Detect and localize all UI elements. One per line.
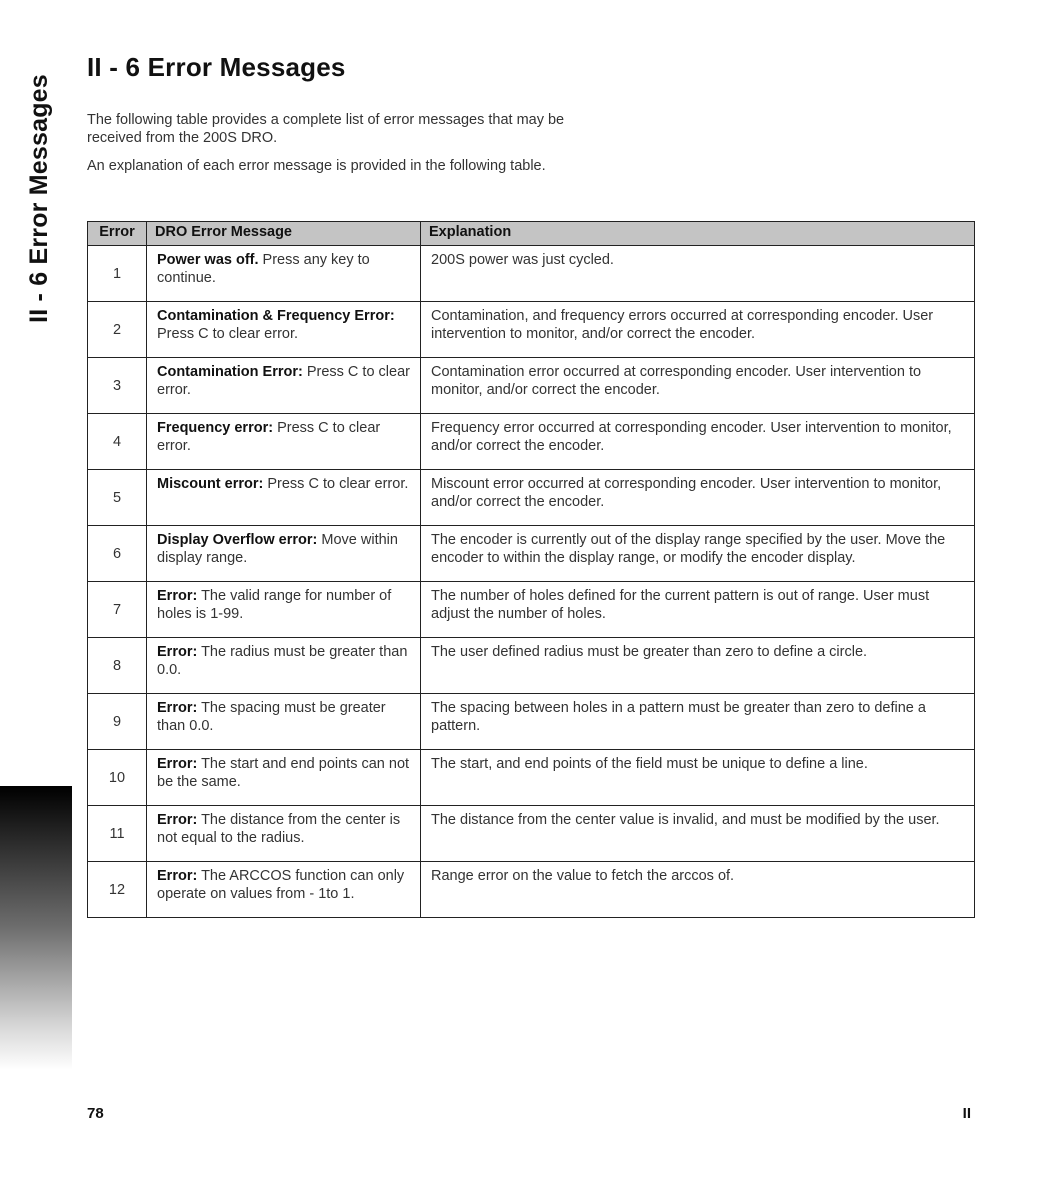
error-messages-table xyxy=(87,221,975,918)
error-message xyxy=(147,470,421,526)
error-message-instruction: Press C to clear error. xyxy=(157,326,299,342)
table-body xyxy=(88,246,975,918)
error-message-title: Contamination Error: xyxy=(157,364,303,380)
error-number: 4 xyxy=(88,414,147,470)
table-row xyxy=(88,302,975,358)
error-message-instruction: The distance from the center is not equal to the radius. xyxy=(157,812,401,846)
error-number: 6 xyxy=(88,526,147,582)
error-number: 2 xyxy=(88,302,147,358)
error-explanation: The start, and end points of the field must be unique to define a line. xyxy=(421,750,975,806)
error-message xyxy=(147,638,421,694)
table-row xyxy=(88,414,975,470)
error-explanation: Miscount error occurred at corresponding encoder. User intervention to monitor, and/or correct the encoder. xyxy=(421,470,975,526)
chapter-label: II xyxy=(962,1105,971,1122)
error-message-title: Contamination & Frequency Error: xyxy=(157,308,395,324)
error-message xyxy=(147,302,421,358)
error-message xyxy=(147,862,421,918)
error-explanation: Contamination, and frequency errors occurred at corresponding encoder. User intervention to monitor, and/or correct the encoder. xyxy=(421,302,975,358)
error-message-instruction: The start and end points can not be the same. xyxy=(157,756,410,790)
error-explanation: Frequency error occurred at corresponding encoder. User intervention to monitor, and/or correct the encoder. xyxy=(421,414,975,470)
error-message-instruction: The radius must be greater than 0.0. xyxy=(157,644,408,678)
error-number: 12 xyxy=(88,862,147,918)
error-number: 7 xyxy=(88,582,147,638)
error-message-instruction: The spacing must be greater than 0.0. xyxy=(157,700,386,734)
error-message-instruction: Press any key to continue. xyxy=(157,252,370,286)
error-message-instruction: Press C to clear error. xyxy=(157,420,381,454)
page-title: II - 6 Error Messages xyxy=(87,52,346,82)
error-message xyxy=(147,750,421,806)
error-message xyxy=(147,806,421,862)
side-chapter-tab xyxy=(24,60,54,336)
side-chapter-title: II - 6 Error Messages xyxy=(24,73,53,323)
error-number: 8 xyxy=(88,638,147,694)
error-number: 1 xyxy=(88,246,147,302)
error-number: 3 xyxy=(88,358,147,414)
table-row xyxy=(88,358,975,414)
error-message xyxy=(147,358,421,414)
error-message-title: Error: xyxy=(157,812,198,828)
table-row xyxy=(88,582,975,638)
error-message xyxy=(147,246,421,302)
error-message-instruction: The ARCCOS function can only operate on values from - 1to 1. xyxy=(157,868,405,902)
error-message-instruction: Move within display range. xyxy=(157,532,398,566)
error-message-title: Error: xyxy=(157,756,198,772)
error-explanation: The encoder is currently out of the display range specified by the user. Move the encoder to within the display range, or modify the encoder display. xyxy=(421,526,975,582)
column-header-explanation: Explanation xyxy=(421,222,975,246)
error-message xyxy=(147,582,421,638)
error-message-title: Frequency error: xyxy=(157,420,274,436)
error-number: 11 xyxy=(88,806,147,862)
error-message-instruction: The valid range for number of holes is 1-99. xyxy=(157,588,392,622)
error-number: 5 xyxy=(88,470,147,526)
intro-paragraph-1: The following table provides a complete list of error messages that may be received from the 200S DRO. xyxy=(87,112,565,146)
column-header-message: DRO Error Message xyxy=(147,222,421,246)
error-message-title: Display Overflow error: xyxy=(157,532,318,548)
error-explanation: The distance from the center value is invalid, and must be modified by the user. xyxy=(421,806,975,862)
side-gradient-bar xyxy=(0,786,72,1070)
table-row xyxy=(88,694,975,750)
table-row xyxy=(88,750,975,806)
intro-paragraph-2: An explanation of each error message is provided in the following table. xyxy=(87,158,546,174)
table-row xyxy=(88,638,975,694)
error-message-title: Error: xyxy=(157,644,198,660)
error-message-title: Error: xyxy=(157,700,198,716)
error-number: 10 xyxy=(88,750,147,806)
error-message-instruction: Press C to clear error. xyxy=(157,364,410,398)
column-header-error: Error xyxy=(88,222,147,246)
table-row xyxy=(88,246,975,302)
table-header-row xyxy=(88,222,975,246)
error-explanation: The spacing between holes in a pattern must be greater than zero to define a pattern. xyxy=(421,694,975,750)
table-row xyxy=(88,862,975,918)
error-message-instruction: Press C to clear error. xyxy=(263,476,409,492)
error-message-title: Miscount error: xyxy=(157,476,264,492)
table-row xyxy=(88,470,975,526)
error-message xyxy=(147,414,421,470)
page-number: 78 xyxy=(87,1105,104,1122)
error-explanation: The user defined radius must be greater than zero to define a circle. xyxy=(421,638,975,694)
error-explanation: Contamination error occurred at corresponding encoder. User intervention to monitor, and/or correct the encoder. xyxy=(421,358,975,414)
error-message xyxy=(147,694,421,750)
table-row xyxy=(88,806,975,862)
table-row xyxy=(88,526,975,582)
error-message-title: Power was off. xyxy=(157,252,259,268)
error-explanation: Range error on the value to fetch the arccos of. xyxy=(421,862,975,918)
error-number: 9 xyxy=(88,694,147,750)
error-message xyxy=(147,526,421,582)
error-message-title: Error: xyxy=(157,868,198,884)
error-explanation: 200S power was just cycled. xyxy=(421,246,975,302)
error-explanation: The number of holes defined for the current pattern is out of range. User must adjust the number of holes. xyxy=(421,582,975,638)
error-message-title: Error: xyxy=(157,588,198,604)
